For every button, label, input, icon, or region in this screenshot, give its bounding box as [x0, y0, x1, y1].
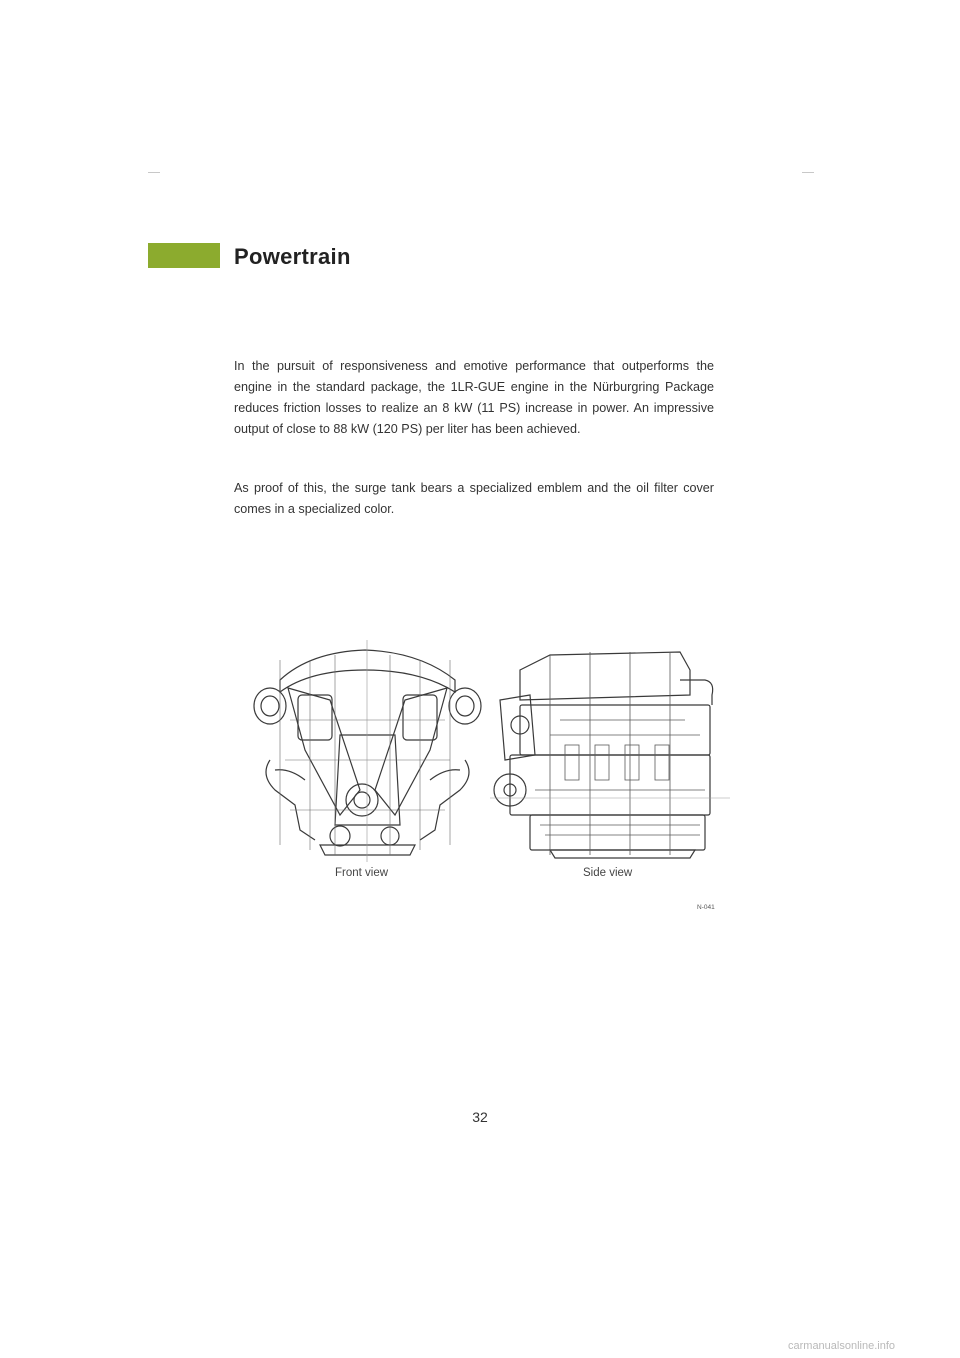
side-view-caption: Side view: [583, 867, 633, 879]
engine-front-view-drawing: [250, 640, 485, 862]
crop-mark-left: [148, 172, 160, 173]
engine-side-view-drawing: [490, 640, 730, 862]
engine-illustration: [250, 640, 730, 865]
figure-code: N-041: [697, 904, 715, 911]
crop-mark-right: [802, 172, 814, 173]
section-title: Powertrain: [234, 244, 351, 269]
body-paragraph-2: As proof of this, the surge tank bears a specialized emblem and the oil filter cover comes in a specialized color.: [234, 481, 714, 516]
page-number: 32: [472, 1109, 488, 1125]
front-view-caption: Front view: [335, 867, 389, 879]
body-paragraph-1: In the pursuit of responsiveness and emotive performance that outperforms the engine in the standard package, the 1LR-GUE engine in the Nürburgring Package reduces friction losses to realize an 8 kW (11 PS) increase in power. An impressive output of close to 88 kW (120 PS) per liter has been achieved.: [234, 359, 714, 436]
watermark: carmanualsonline.info: [788, 1340, 896, 1352]
section-accent-bar: [148, 243, 220, 268]
